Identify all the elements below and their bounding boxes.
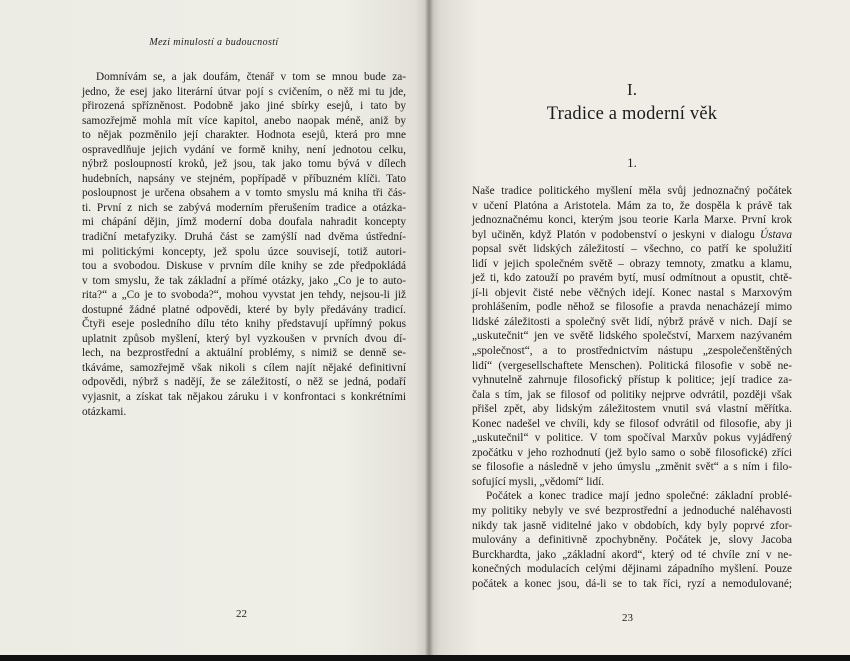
chapter-number: I. [627, 80, 637, 99]
right-body-text [472, 184, 792, 591]
text-line: prohlášením, podle něhož se filosofie a pravda nenacházejí mimo [472, 301, 792, 314]
chapter-title: Tradice a moderní věk [546, 104, 718, 124]
scan-bottom-edge [0, 655, 850, 661]
page-number-right: 23 [622, 612, 633, 624]
text-line: lidí v jejich společném světě – obrazy temnoty, zmatku a klamu, [472, 257, 792, 270]
text-line: samozřejmě mohla mít více kapitol, anebo naopak méně, aniž by [82, 114, 406, 127]
text-line: nikdy tak jasně viditelné jako v obdobích, kdy byly poprvé zfor- [472, 519, 792, 532]
text-line: „uskutečnil“ v politice. V tom spočíval Marxův pokus vyjádřený [472, 432, 792, 445]
text-line: rita?“ a „Co je to svoboda?“, mohou vyvstat jen tehdy, nejsou-li již [82, 289, 406, 302]
text-line: tkáváme, samozřejmě však nikoli s cílem najít nějaké definitivní [82, 361, 406, 374]
text-line: Čtyři eseje posledního dílu této knihy představují upřímný pokus [82, 318, 406, 331]
text-line: jí-li objevit čisté nebe věčných idejí. Konec nastal s Marxovým [472, 286, 792, 299]
left-body-text [82, 70, 406, 419]
text-line: lidí“ (vergesellschaftete Menschen). Politická filosofie v sobě ne- [472, 359, 792, 372]
text-line: jedno, že esej jako literární útvar pojí s cvičením, o něž mi tu jde, [82, 85, 406, 98]
text-line: uplatnit způsob myšlení, který byl vyzkoušen v prvních dvou dí- [82, 332, 406, 345]
text-line: mi politickými koncepty, jež spolu úzce souvisejí, totiž autori- [82, 245, 406, 258]
text-line: v tom smyslu, že tak základní a přímé otázky, jako „Co je to auto- [82, 274, 406, 287]
text-line: ospravedlňuje jejich vydání ve formě knihy, není jednotou celku, [82, 143, 406, 156]
text-line: Naše tradice politického myšlení měla svůj jednoznačný počátek [472, 185, 792, 197]
text-line: konečných modulacích celými dějinami západního myšlení. Pouze [472, 563, 792, 576]
text-line: dostupné žádné platné odpovědi, které by byly předávány tradicí. [82, 303, 406, 316]
text-line: lech, na bezprostřední a aktuální problémy, s nimiž se denně se- [82, 347, 406, 360]
text-line: vyhnutelně zahrnuje filosofický přístup k politice; její tradice za- [472, 374, 792, 387]
text-line: Konec nadešel ve chvíli, kdy se filosof odvrátil od filosofie, aby ji [472, 417, 792, 430]
text-line: sofující mysli, „vědomí“ lidí. [472, 475, 605, 488]
text-line: v učení Platóna a Aristotela. Mám za to, že dospěla k právě tak [472, 199, 792, 212]
text-line: odpovědi, nýbrž s nadějí, že se záležitostí, o něž se jedná, podaří [82, 376, 406, 389]
text-line: „uskutečnit“ jen ve světě lidského společství, Marxem nazývaném [472, 330, 792, 343]
page-number-left: 22 [236, 608, 247, 620]
text-line: Domnívám se, a jak doufám, čtenář v tom se mnou bude za- [96, 71, 406, 83]
running-head: Mezi minulostí a budoucností [149, 37, 279, 48]
text-line: to nějak pozměnilo její charakter. Hodnota esejů, která pro mne [82, 129, 406, 142]
text-line: lidské záležitosti a společný svět lidí, nýbrž právě v nich. Dají se [472, 315, 792, 328]
book-gutter [424, 0, 434, 661]
text-line: jež ti, kdo zatouží po pravém bytí, musí odmítnout a opustit, chtě- [472, 272, 792, 285]
text-line: posloupnost je určena obsahem a v tomto smyslu má kniha tři čás- [82, 187, 406, 200]
text-line: přišel zpět, aby lidským záležitostem vnutil svá vlastní měřítka. [472, 403, 792, 416]
text-line: se filosofie a následně v jeho úmyslu „změnit svět“ a s ním i filo- [472, 461, 792, 474]
text-line: nýbrž posloupností kroků, jež jsou, tak jako tomu bývá v dílech [82, 158, 406, 171]
text-line: jednoznačnému konci, kterým jsou teorie Karla Marxe. První krok [472, 214, 792, 227]
text-line: čala s tím, jak se filosof od politiky nejprve odvrátil, později však [472, 388, 792, 401]
text-line: tradiční metafyziky. Druhá část se zamýšlí nad dvěma ústřední- [82, 231, 406, 244]
text-line: byl učiněn, když Platón v podobenství o jeskyni v dialogu Ústava [472, 228, 792, 241]
text-line: Počátek a konec tradice mají jedno společné: základní problé- [486, 490, 792, 503]
text-line: „společnost“, a to prostřednictvím nástupu „zespolečenštěných [472, 345, 792, 358]
text-line: mi chápání dějin, jímž moderní doba doufala nahradit koncepty [82, 216, 406, 229]
text-line: popsal svět lidských záležitostí – všechno, co patří ke spolužití [472, 243, 792, 256]
text-line: otázkami. [82, 405, 127, 418]
text-line: počátek a konec jsou, dá-li se to tak říci, ryzí a nemodulované; [472, 577, 792, 590]
left-page [0, 0, 428, 655]
section-number: 1. [627, 155, 637, 170]
text-line: mulovány a definitivně zpochybněny. Počátek je, slovy Jacoba [472, 534, 792, 547]
text-line: vyjasnit, a získat tak nějakou záruku i v konfrontaci s konkrétními [82, 391, 406, 404]
text-line: hudebních, napsány ve stejném, popřípadě v příbuzném klíči. Tato [82, 172, 406, 185]
italic-title: Ústava [759, 228, 792, 241]
text-line: přirozená spřízněnost. Podobně jako jiné sbírky esejů, i tato by [82, 100, 406, 113]
text-line: zpočátku v jeho rozhodnutí (jež bylo samo o sobě filosofické) zříci [472, 446, 792, 459]
text-line: ti. První z nich se zabývá moderním přerušením tradice a otázka- [82, 201, 406, 214]
text-line: Burckhardta, jako „základní akord“, který od té chvíle zní v ne- [472, 548, 792, 561]
text-line: my politiky nebyly ve své bezprostřední a jednoduché naléhavosti [472, 505, 792, 518]
text-line: tou a svobodou. Diskuse v prvním díle knihy se zde předpokládá [82, 260, 406, 273]
